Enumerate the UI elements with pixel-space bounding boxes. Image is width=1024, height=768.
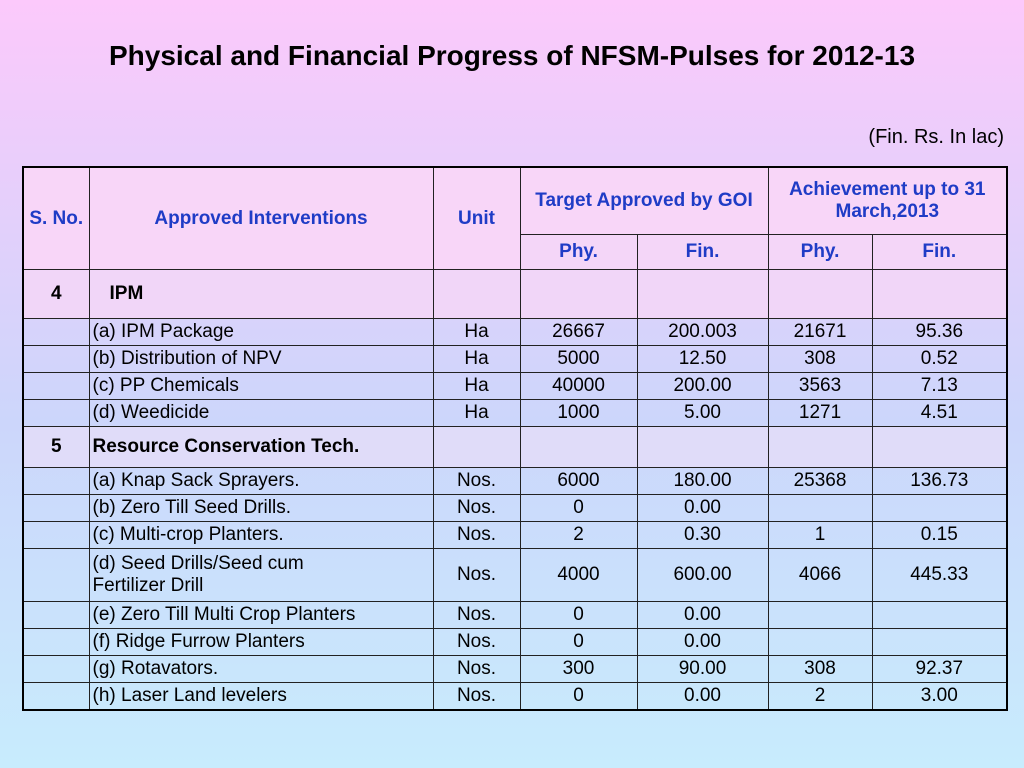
row-target-fin: 180.00 [637,468,768,495]
header-unit: Unit [433,167,520,270]
empty-cell [23,629,89,656]
row-unit: Nos. [433,602,520,629]
row-name: (d) Weedicide [89,400,433,427]
section-row-ipm [23,270,1007,319]
table-row [23,495,1007,522]
row-target-fin: 12.50 [637,346,768,373]
empty-cell [23,683,89,711]
row-name: (a) Knap Sack Sprayers. [89,468,433,495]
row-name: (b) Zero Till Seed Drills. [89,495,433,522]
row-achievement-fin: 445.33 [872,549,1007,602]
row-name: (e) Zero Till Multi Crop Planters [89,602,433,629]
row-target-fin: 0.30 [637,522,768,549]
table-row [23,656,1007,683]
row-achievement-fin: 136.73 [872,468,1007,495]
row-target-phy: 6000 [520,468,637,495]
row-achievement-fin [872,602,1007,629]
row-target-phy: 26667 [520,319,637,346]
row-name: (f) Ridge Furrow Planters [89,629,433,656]
row-achievement-phy [768,629,872,656]
row-achievement-phy [768,495,872,522]
row-target-phy: 2 [520,522,637,549]
empty-cell [768,270,872,319]
row-achievement-fin [872,629,1007,656]
empty-cell [23,495,89,522]
row-target-fin: 200.00 [637,373,768,400]
row-target-phy: 40000 [520,373,637,400]
row-unit: Ha [433,319,520,346]
empty-cell [23,468,89,495]
header-achievement: Achievement up to 31 March,2013 [768,167,1007,235]
empty-cell [23,373,89,400]
empty-cell [23,400,89,427]
header-target-phy: Phy. [520,235,637,270]
row-achievement-phy [768,602,872,629]
row-target-phy: 0 [520,683,637,711]
row-name: (h) Laser Land levelers [89,683,433,711]
row-name: (a) IPM Package [89,319,433,346]
row-target-fin: 200.003 [637,319,768,346]
header-achievement-phy: Phy. [768,235,872,270]
row-achievement-fin: 0.52 [872,346,1007,373]
unit-note: (Fin. Rs. In lac) [868,126,1004,148]
empty-cell [872,270,1007,319]
progress-table [22,166,1008,711]
row-achievement-fin [872,495,1007,522]
empty-cell [768,427,872,468]
row-name: (g) Rotavators. [89,656,433,683]
table-row [23,629,1007,656]
table-row [23,373,1007,400]
row-name: (c) PP Chemicals [89,373,433,400]
row-target-phy: 0 [520,602,637,629]
row-unit: Ha [433,373,520,400]
section-name: Resource Conservation Tech. [89,427,433,468]
section-sno: 5 [23,427,89,468]
empty-cell [23,346,89,373]
row-achievement-phy: 3563 [768,373,872,400]
table-row [23,346,1007,373]
row-achievement-fin: 95.36 [872,319,1007,346]
row-achievement-phy: 4066 [768,549,872,602]
row-target-phy: 5000 [520,346,637,373]
row-target-phy: 300 [520,656,637,683]
row-unit: Nos. [433,549,520,602]
table-row [23,468,1007,495]
row-target-fin: 0.00 [637,495,768,522]
row-achievement-phy: 25368 [768,468,872,495]
section-sno: 4 [23,270,89,319]
row-name: (b) Distribution of NPV [89,346,433,373]
empty-cell [433,427,520,468]
row-unit: Nos. [433,522,520,549]
table-row [23,522,1007,549]
row-target-fin: 90.00 [637,656,768,683]
row-target-fin: 600.00 [637,549,768,602]
table-row [23,400,1007,427]
row-achievement-phy: 308 [768,346,872,373]
row-achievement-fin: 0.15 [872,522,1007,549]
header-target-fin: Fin. [637,235,768,270]
row-achievement-phy: 1 [768,522,872,549]
row-unit: Nos. [433,683,520,711]
header-sno: S. No. [23,167,89,270]
empty-cell [23,522,89,549]
empty-cell [872,427,1007,468]
row-target-fin: 0.00 [637,629,768,656]
empty-cell [520,427,637,468]
row-name: (c) Multi-crop Planters. [89,522,433,549]
row-achievement-phy: 21671 [768,319,872,346]
empty-cell [23,549,89,602]
row-achievement-phy: 1271 [768,400,872,427]
row-target-fin: 0.00 [637,683,768,711]
row-achievement-fin: 3.00 [872,683,1007,711]
table-row [23,319,1007,346]
empty-cell [23,319,89,346]
empty-cell [637,427,768,468]
row-target-phy: 4000 [520,549,637,602]
row-achievement-fin: 7.13 [872,373,1007,400]
empty-cell [23,656,89,683]
row-achievement-phy: 308 [768,656,872,683]
row-target-phy: 0 [520,629,637,656]
row-target-fin: 0.00 [637,602,768,629]
header-achievement-fin: Fin. [872,235,1007,270]
empty-cell [520,270,637,319]
table-row [23,602,1007,629]
page-title: Physical and Financial Progress of NFSM-Pulses for 2012-13 [108,40,916,71]
header-interventions: Approved Interventions [89,167,433,270]
empty-cell [637,270,768,319]
empty-cell [23,602,89,629]
row-target-fin: 5.00 [637,400,768,427]
empty-cell [433,270,520,319]
row-target-phy: 0 [520,495,637,522]
table-row [23,549,1007,602]
row-unit: Ha [433,400,520,427]
row-unit: Ha [433,346,520,373]
row-achievement-phy: 2 [768,683,872,711]
row-achievement-fin: 92.37 [872,656,1007,683]
table-row [23,683,1007,711]
row-unit: Nos. [433,468,520,495]
row-achievement-fin: 4.51 [872,400,1007,427]
header-target: Target Approved by GOI [520,167,768,235]
section-row-resource-conservation [23,427,1007,468]
row-target-phy: 1000 [520,400,637,427]
section-name: IPM [89,270,433,319]
row-unit: Nos. [433,495,520,522]
row-unit: Nos. [433,629,520,656]
row-unit: Nos. [433,656,520,683]
row-name: (d) Seed Drills/Seed cum Fertilizer Drill [89,549,433,602]
